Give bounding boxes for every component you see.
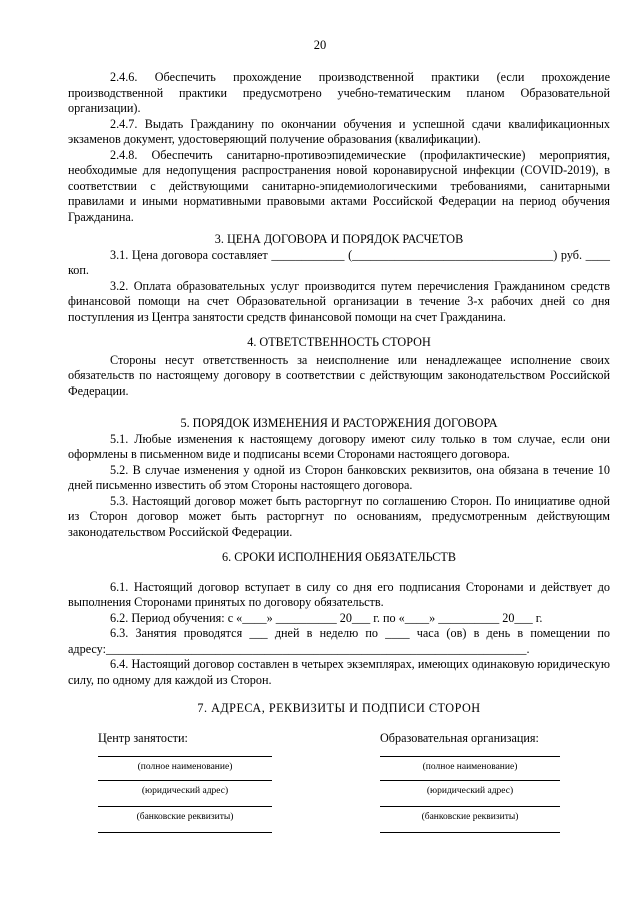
- right-address-line: [380, 780, 560, 781]
- clause-6-2: 6.2. Период обучения: с «____» __________ 20___ г. по «____» __________ 20___ г.: [110, 610, 543, 625]
- right-address-caption: (юридический адрес): [426, 786, 514, 796]
- clause-5-2: 5.2. В случае изменения у одной из Сторон банковских реквизитов, она обязана в течение 10 дней письменно известить об этом Стороны настоящего договора.: [68, 462, 610, 492]
- section-2-continuation: [68, 70, 610, 225]
- left-bank-caption: (банковские реквизиты): [136, 812, 234, 822]
- left-name-caption: (полное наименование): [137, 762, 233, 772]
- right-name-caption: (полное наименование): [422, 762, 518, 772]
- clause-3-1: 3.1. Цена договора составляет ____________ (_________________________________) руб. ____ коп.: [68, 247, 610, 277]
- left-address-caption: (юридический адрес): [141, 786, 229, 796]
- section-7-heading: 7. АДРЕСА, РЕКВИЗИТЫ И ПОДПИСИ СТОРОН: [197, 701, 481, 715]
- right-bank-caption: (банковские реквизиты): [421, 812, 519, 822]
- right-name-line: [380, 756, 560, 757]
- clause-6-4: 6.4. Настоящий договор составлен в четырех экземплярах, имеющих одинаковую юридическую силу, по одному для каждой из Сторон.: [68, 657, 610, 687]
- section-3: [68, 232, 610, 325]
- right-bottom-line: [380, 832, 560, 833]
- clause-4: Стороны несут ответственность за неисполнение или ненадлежащее исполнение своих обязательств по настоящему договору в соответствии с действующим законодательством Российской Федерации.: [68, 352, 610, 398]
- clause-2-4-7: 2.4.7. Выдать Гражданину по окончании обучения и успешной сдачи квалификационных экзаменов документ, удостоверяющий получение образования (квалификации).: [68, 116, 610, 146]
- right-bank-line: [380, 806, 560, 807]
- page-number: 20: [313, 38, 327, 52]
- left-party-label: Центр занятости:: [98, 731, 188, 745]
- clause-2-4-6: 2.4.6. Обеспечить прохождение производственной практики (если прохождение производственной практики предусмотрено учебно-тематическим планом Образовательной организации).: [68, 70, 610, 115]
- clause-6-1: 6.1. Настоящий договор вступает в силу со дня его подписания Сторонами и действует до выполнения Сторонами принятых по договору обязательств.: [68, 579, 610, 609]
- section-4-heading: 4. ОТВЕТСТВЕННОСТЬ СТОРОН: [247, 335, 431, 349]
- section-5-heading: 5. ПОРЯДОК ИЗМЕНЕНИЯ И РАСТОРЖЕНИЯ ДОГОВОРА: [180, 416, 498, 430]
- right-party-label: Образовательная организация:: [380, 731, 539, 745]
- section-7-heading-wrap: [68, 701, 610, 717]
- left-bank-line: [98, 806, 272, 807]
- left-bottom-line: [98, 832, 272, 833]
- section-6-heading: 6. СРОКИ ИСПОЛНЕНИЯ ОБЯЗАТЕЛЬСТВ: [222, 550, 456, 564]
- section-6: [68, 550, 610, 688]
- clause-5-3: 5.3. Настоящий договор может быть расторгнут по соглашению Сторон. По инициативе одной из Сторон договор может быть расторгнут по основаниям, предусмотренным действующим законодательством Российской Федерации.: [68, 493, 610, 539]
- section-5: [68, 416, 610, 540]
- section-3-heading: 3. ЦЕНА ДОГОВОРА И ПОРЯДОК РАСЧЕТОВ: [214, 232, 464, 246]
- section-4: [68, 335, 610, 399]
- clause-3-2: 3.2. Оплата образовательных услуг производится путем перечисления Гражданином средств финансовой помощи на счет Образовательной организации в течение 3-х рабочих дней со дня поступления из Центра занятости средств финансовой помощи на счет Гражданина.: [68, 278, 610, 324]
- left-address-line: [98, 780, 272, 781]
- left-name-line: [98, 756, 272, 757]
- clause-6-3: 6.3. Занятия проводятся ___ дней в неделю по ____ часа (ов) в день в помещении по адресу:_____________________________________________________________________.: [68, 626, 610, 656]
- clause-2-4-8: 2.4.8. Обеспечить санитарно-противоэпидемические (профилактические) мероприятия, необходимые для недопущения распространения новой коронавирусной инфекции (COVID-2019), в соответствии с действующими санитарно-эпидемиологическими требованиями, санитарными правилами и иными нормативными правовыми актами Российской Федерации на период обучения Гражданина.: [68, 147, 610, 224]
- clause-5-1: 5.1. Любые изменения к настоящему договору имеют силу только в том случае, если они оформлены в письменном виде и подписаны всеми Сторонами настоящего договора.: [68, 431, 610, 461]
